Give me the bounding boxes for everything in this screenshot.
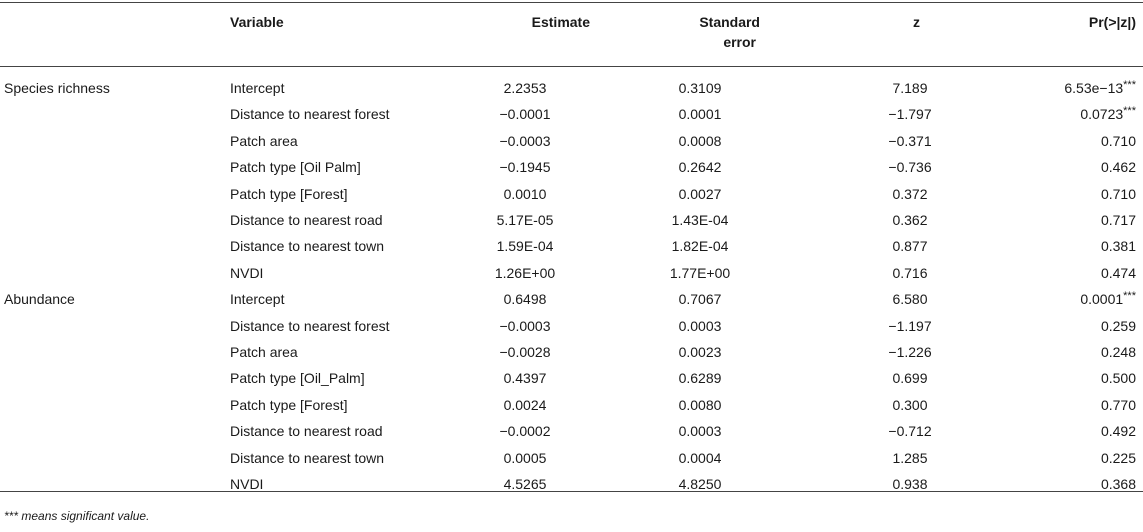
row-p-value-number: 0.770: [1100, 396, 1136, 413]
row-p-value: [1000, 75, 1136, 101]
row-variable: Patch type [Oil Palm]: [230, 159, 361, 176]
row-estimate: 5.17E-05: [496, 212, 554, 228]
row-estimate: −0.0002: [499, 423, 551, 440]
row-z: 0.372: [892, 185, 928, 202]
row-variable: Distance to nearest forest: [230, 317, 390, 334]
table-row: [0, 128, 1143, 154]
significance-marker: ***: [1123, 105, 1136, 118]
row-estimate: 1.59E-04: [496, 238, 554, 255]
row-standard-error: 0.0008: [678, 132, 722, 149]
row-p-value: [1000, 181, 1136, 207]
table-row: [0, 260, 1143, 286]
row-z: 0.300: [892, 396, 928, 413]
row-variable: Distance to nearest road: [230, 423, 383, 440]
header-estimate: Estimate: [531, 14, 590, 30]
table-row: [0, 313, 1143, 339]
row-z: −1.197: [888, 317, 932, 334]
row-p-value-number: 0.381: [1100, 238, 1136, 255]
row-standard-error: 0.2642: [678, 159, 722, 176]
header-z: z: [913, 14, 920, 30]
row-estimate: −0.0003: [499, 317, 551, 334]
row-p-value-number: 0.710: [1100, 185, 1136, 202]
row-standard-error: 0.0004: [678, 449, 722, 466]
row-standard-error: 4.8250: [678, 476, 722, 492]
table-footnote: *** means significant value.: [4, 509, 150, 523]
header-standard-error-line1: Standard: [699, 14, 760, 30]
row-estimate: −0.0001: [499, 106, 551, 123]
row-z: 6.580: [892, 291, 928, 308]
table-row: [0, 418, 1143, 444]
row-estimate: 0.0005: [503, 449, 547, 466]
row-p-value-number: 0.717: [1100, 212, 1136, 228]
row-z: 0.938: [892, 476, 928, 492]
row-p-value-number: 0.710: [1100, 132, 1136, 149]
table-row: [0, 207, 1143, 233]
row-variable: Distance to nearest road: [230, 212, 383, 228]
header-variable: Variable: [230, 14, 284, 30]
row-estimate: 0.0024: [503, 396, 547, 413]
row-p-value: [1000, 207, 1136, 233]
row-variable: Patch area: [230, 132, 298, 149]
row-standard-error: 0.0003: [678, 423, 722, 440]
header-standard-error-line2: error: [723, 34, 756, 50]
row-variable: Intercept: [230, 291, 285, 308]
table-row: [0, 471, 1143, 497]
row-variable: Patch type [Forest]: [230, 185, 348, 202]
row-p-value: [1000, 260, 1136, 286]
row-variable: Intercept: [230, 80, 285, 96]
row-z: −0.371: [888, 132, 932, 149]
row-p-value: [1000, 418, 1136, 444]
row-p-value-number: 0.259: [1100, 317, 1136, 334]
row-standard-error: 0.0001: [678, 106, 722, 123]
table-header-rule: [0, 66, 1143, 67]
table-bottom-rule: [0, 491, 1143, 492]
row-p-value: [1000, 128, 1136, 154]
row-z: −1.797: [888, 106, 932, 123]
table-row: [0, 101, 1143, 127]
table-row: [0, 75, 1143, 101]
row-standard-error: 1.43E-04: [671, 212, 729, 228]
row-estimate: 0.6498: [503, 291, 547, 308]
row-p-value: [1000, 313, 1136, 339]
row-p-value-number: 0.462: [1100, 159, 1136, 176]
significance-marker: ***: [1123, 290, 1136, 303]
header-p-value: Pr(>|z|): [1088, 14, 1136, 30]
row-standard-error: 1.77E+00: [669, 264, 731, 281]
row-standard-error: 0.0027: [678, 185, 722, 202]
row-estimate: 2.2353: [503, 80, 547, 96]
row-z: 1.285: [892, 449, 928, 466]
row-estimate: 1.26E+00: [494, 264, 556, 281]
row-variable: NVDI: [230, 264, 264, 281]
table-row: [0, 154, 1143, 180]
row-variable: Distance to nearest forest: [230, 106, 390, 123]
row-p-value: [1000, 233, 1136, 259]
header-standard-error: [660, 12, 760, 52]
row-standard-error: 0.0003: [678, 317, 722, 334]
table-top-rule: [0, 2, 1143, 3]
row-p-value: [1000, 286, 1136, 312]
row-standard-error: 1.82E-04: [671, 238, 729, 255]
row-estimate: −0.0003: [499, 132, 551, 149]
row-variable: Patch area: [230, 344, 298, 360]
row-p-value: [1000, 392, 1136, 418]
row-p-value-number: 0.474: [1100, 264, 1136, 281]
row-p-value-number: 0.500: [1100, 370, 1136, 387]
row-variable: Distance to nearest town: [230, 449, 385, 466]
row-group-label: Species richness: [4, 80, 110, 96]
row-p-value: [1000, 471, 1136, 497]
row-p-value-number: 0.492: [1100, 423, 1136, 440]
row-p-value: [1000, 101, 1136, 127]
row-p-value-number: 0.0001: [1080, 291, 1124, 308]
row-z: 0.716: [892, 264, 928, 281]
row-p-value: [1000, 339, 1136, 365]
row-p-value: [1000, 445, 1136, 471]
row-z: −0.736: [888, 159, 932, 176]
row-standard-error: 0.3109: [678, 80, 722, 96]
table-row: [0, 339, 1143, 365]
row-standard-error: 0.6289: [678, 370, 722, 387]
row-z: 0.877: [892, 238, 928, 255]
row-p-value-number: 6.53e−13: [1064, 80, 1124, 96]
row-variable: NVDI: [230, 476, 264, 492]
table-row: [0, 233, 1143, 259]
table-row: [0, 365, 1143, 391]
row-z: 7.189: [892, 80, 928, 96]
row-estimate: −0.1945: [499, 159, 551, 176]
row-estimate: −0.0028: [499, 344, 551, 360]
row-p-value: [1000, 365, 1136, 391]
row-standard-error: 0.7067: [678, 291, 722, 308]
table-row: [0, 286, 1143, 312]
row-group-label: Abundance: [4, 291, 75, 308]
row-estimate: 0.0010: [503, 185, 547, 202]
row-p-value: [1000, 154, 1136, 180]
row-p-value-number: 0.0723: [1080, 106, 1124, 123]
row-p-value-number: 0.225: [1100, 449, 1136, 466]
row-variable: Distance to nearest town: [230, 238, 385, 255]
significance-marker: ***: [1123, 79, 1136, 91]
row-z: −0.712: [888, 423, 932, 440]
table-row: [0, 181, 1143, 207]
row-z: −1.226: [888, 344, 932, 360]
row-standard-error: 0.0023: [678, 344, 722, 360]
row-p-value-number: 0.248: [1100, 344, 1136, 360]
row-standard-error: 0.0080: [678, 396, 722, 413]
row-z: 0.699: [892, 370, 928, 387]
table-row: [0, 445, 1143, 471]
row-p-value-number: 0.368: [1100, 476, 1136, 492]
row-z: 0.362: [892, 212, 928, 228]
row-variable: Patch type [Oil_Palm]: [230, 370, 365, 387]
table-row: [0, 392, 1143, 418]
row-estimate: 0.4397: [503, 370, 547, 387]
row-estimate: 4.5265: [503, 476, 547, 492]
row-variable: Patch type [Forest]: [230, 396, 348, 413]
